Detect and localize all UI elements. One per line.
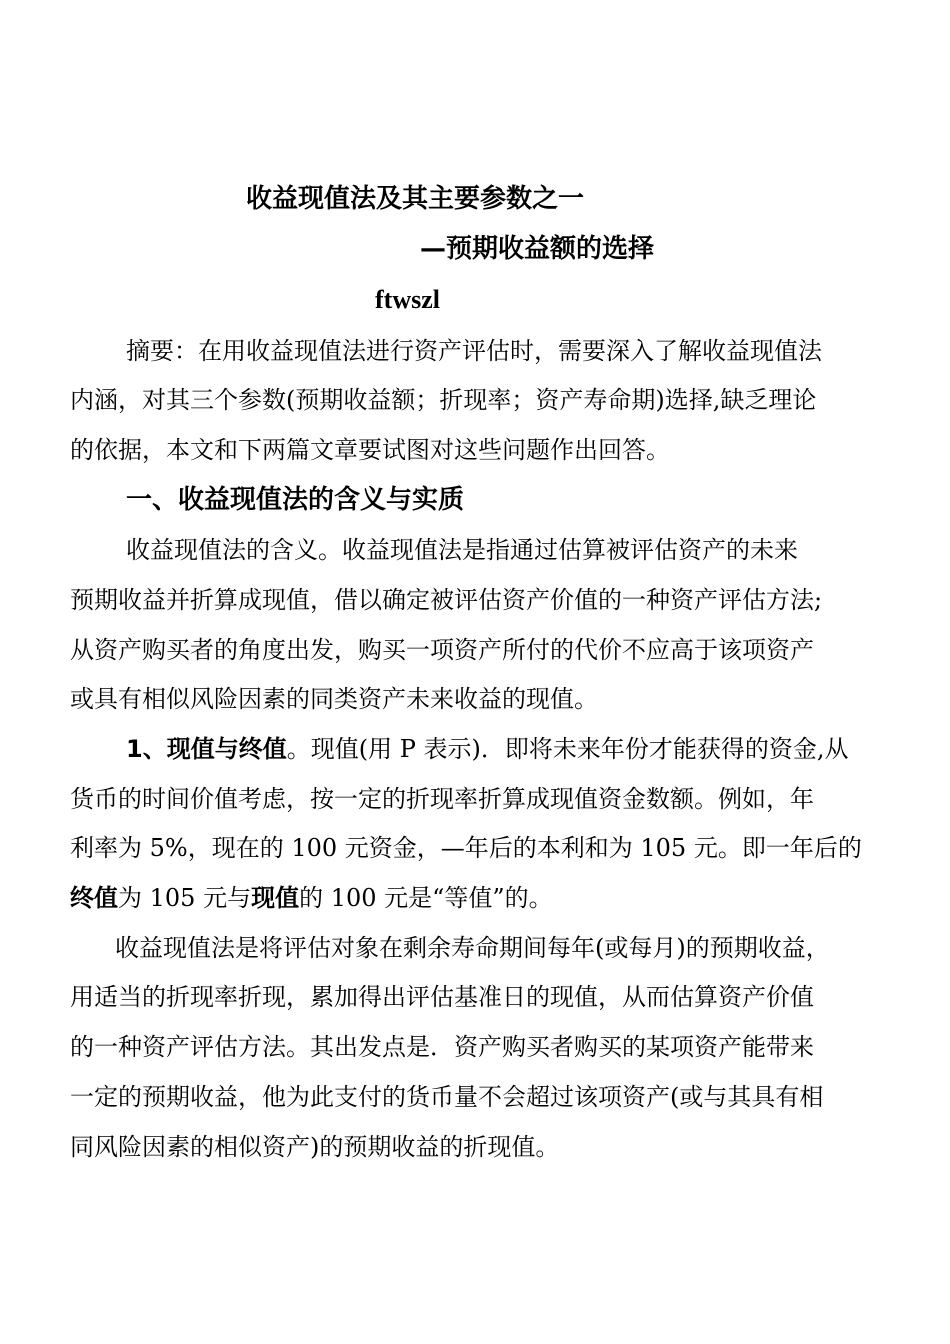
abstract-line: 摘要：在用收益现值法进行资产评估时，需要深入了解收益现值法 (126, 337, 822, 365)
item-label: 1、现值与终值 (126, 735, 287, 763)
item-text: 。现值(用 P 表示)．即将未来年份才能获得的资金,从 (286, 735, 849, 763)
item-text: 的 100 元是“等值”的。 (299, 884, 553, 912)
paragraph-line: 同风险因素的相似资产)的预期收益的折现值。 (70, 1133, 560, 1161)
paragraph-line: 或具有相似风险因素的同类资产未来收益的现值。 (70, 685, 598, 713)
paragraph-line: 从资产购买者的角度出发，购买一项资产所付的代价不应高于该项资产 (70, 636, 814, 664)
paragraph-line: 预期收益并折算成现值，借以确定被评估资产价值的一种资产评估方法; (70, 586, 823, 614)
paragraph-line: 收益现值法的含义。收益现值法是指通过估算被评估资产的未来 (126, 536, 798, 564)
abstract-line: 内涵，对其三个参数(预期收益额；折现率；资产寿命期)选择,缺乏理论 (70, 386, 817, 414)
paragraph-line: 一定的预期收益，他为此支付的货币量不会超过该项资产(或与其具有相 (70, 1083, 824, 1111)
item-line: 利率为 5%，现在的 100 元资金，—年后的本利和为 105 元。即一年后的 (70, 834, 862, 862)
item-line (70, 882, 553, 914)
paragraph-line: 的一种资产评估方法。其出发点是．资产购买者购买的某项资产能带来 (70, 1033, 814, 1061)
document-title: 收益现值法及其主要参数之一 (246, 184, 585, 214)
document-author: ftwszl (375, 285, 440, 314)
item-line: 货币的时间价值考虑，按一定的折现率折算成现值资金数额。例如，年 (70, 785, 814, 813)
bold-term: 终值 (70, 884, 118, 912)
paragraph-line: 收益现值法是将评估对象在剩余寿命期间每年(或每月)的预期收益， (115, 934, 830, 962)
bold-term: 现值 (251, 884, 300, 912)
section-heading: 一、收益现值法的含义与实质 (126, 485, 465, 515)
document-subtitle: —预期收益额的选择 (420, 234, 655, 264)
abstract-line: 的依据，本文和下两篇文章要试图对这些问题作出回答。 (70, 436, 670, 464)
paragraph-line: 用适当的折现率折现，累加得出评估基准日的现值，从而估算资产价值 (70, 983, 814, 1011)
item-text: 为 105 元与 (118, 884, 252, 912)
item-line (126, 733, 848, 765)
